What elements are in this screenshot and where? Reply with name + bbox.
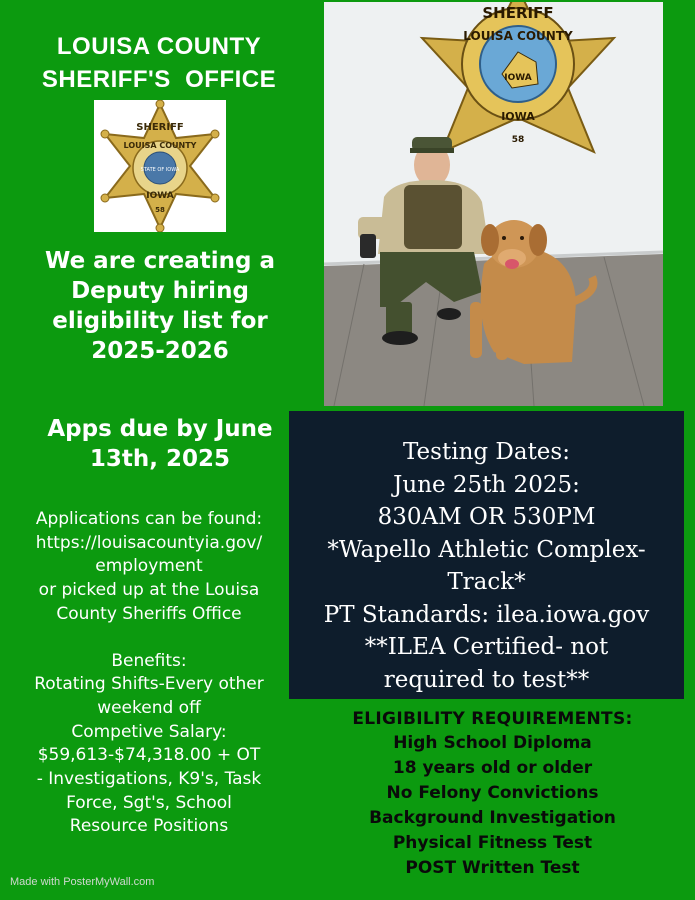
badge-top-text: SHERIFF <box>136 122 184 133</box>
office-title-line-1: LOUISA COUNTY <box>56 33 262 60</box>
testing-dates-box <box>289 411 684 699</box>
info-line: - Investigations, K9's, Task <box>36 769 262 790</box>
apps-due-line: Apps due by June <box>47 416 273 442</box>
benefits-heading: Benefits: <box>111 650 187 671</box>
info-line: Competive Salary: <box>71 721 227 742</box>
wall-badge-center: IOWA <box>504 73 532 83</box>
info-line: weekend off <box>97 697 201 718</box>
sheriff-badge-logo <box>94 100 226 232</box>
info-line: Force, Sgt's, School <box>66 792 232 813</box>
info-line: Rotating Shifts-Every other <box>34 674 264 695</box>
office-title <box>0 30 318 96</box>
testing-line: Track* <box>447 569 526 595</box>
apps-due-text <box>30 414 290 474</box>
testing-line: **ILEA Certified- not <box>364 634 609 660</box>
testing-line: June 25th 2025: <box>393 471 580 498</box>
wall-badge-top: SHERIFF <box>482 4 554 22</box>
testing-line: *Wapello Athletic Complex- <box>327 536 646 563</box>
badge-ring-text: LOUISA COUNTY <box>123 141 197 150</box>
wall-badge-state: IOWA <box>501 110 535 123</box>
office-title-line-2: SHERIFF'S OFFICE <box>41 66 277 93</box>
eligibility-item: No Felony Convictions <box>386 783 599 803</box>
eligibility-item: POST Written Test <box>405 858 580 878</box>
testing-line: PT Standards: ilea.iowa.gov <box>323 601 650 628</box>
eligibility-requirements <box>295 707 690 881</box>
eligibility-item: High School Diploma <box>393 733 592 753</box>
info-link-url-path: employment <box>95 556 203 577</box>
badge-number: 58 <box>155 206 165 214</box>
apps-due-line: 13th, 2025 <box>89 446 231 472</box>
postermywall-watermark: Made with PosterMyWall.com <box>10 876 155 888</box>
headline-line: We are creating a <box>45 248 275 274</box>
headline-line: eligibility list for <box>52 308 268 334</box>
testing-line: required to test** <box>383 666 590 693</box>
info-line: or picked up at the Louisa <box>38 580 260 601</box>
application-benefits-info <box>10 508 288 839</box>
sheriff-star-icon <box>94 100 226 232</box>
salary-range: $59,613-$74,318.00 + OT <box>37 745 261 766</box>
seal-text: STATE OF IOWA <box>140 167 180 173</box>
info-line: Applications can be found: <box>35 509 263 529</box>
wall-badge-number: 58 <box>511 135 525 145</box>
headline-line: Deputy hiring <box>71 278 249 304</box>
headline-line: 2025-2026 <box>91 338 229 364</box>
deputy-k9-photo <box>324 2 663 406</box>
hiring-headline <box>20 246 300 366</box>
eligibility-item: Background Investigation <box>369 808 616 828</box>
info-spacer <box>10 627 288 650</box>
info-line: County Sheriffs Office <box>56 603 242 624</box>
info-link-url: https://louisacountyia.gov/ <box>35 532 263 553</box>
eligibility-item: 18 years old or older <box>392 758 593 778</box>
wall-badge-ring: LOUISA COUNTY <box>463 29 573 43</box>
eligibility-item: Physical Fitness Test <box>392 833 593 853</box>
badge-state-text: IOWA <box>146 191 174 201</box>
info-line: Resource Positions <box>69 816 229 837</box>
testing-line: Testing Dates: <box>403 439 570 465</box>
testing-line: 830AM OR 530PM <box>377 504 596 530</box>
eligibility-heading: ELIGIBILITY REQUIREMENTS: <box>352 709 633 729</box>
